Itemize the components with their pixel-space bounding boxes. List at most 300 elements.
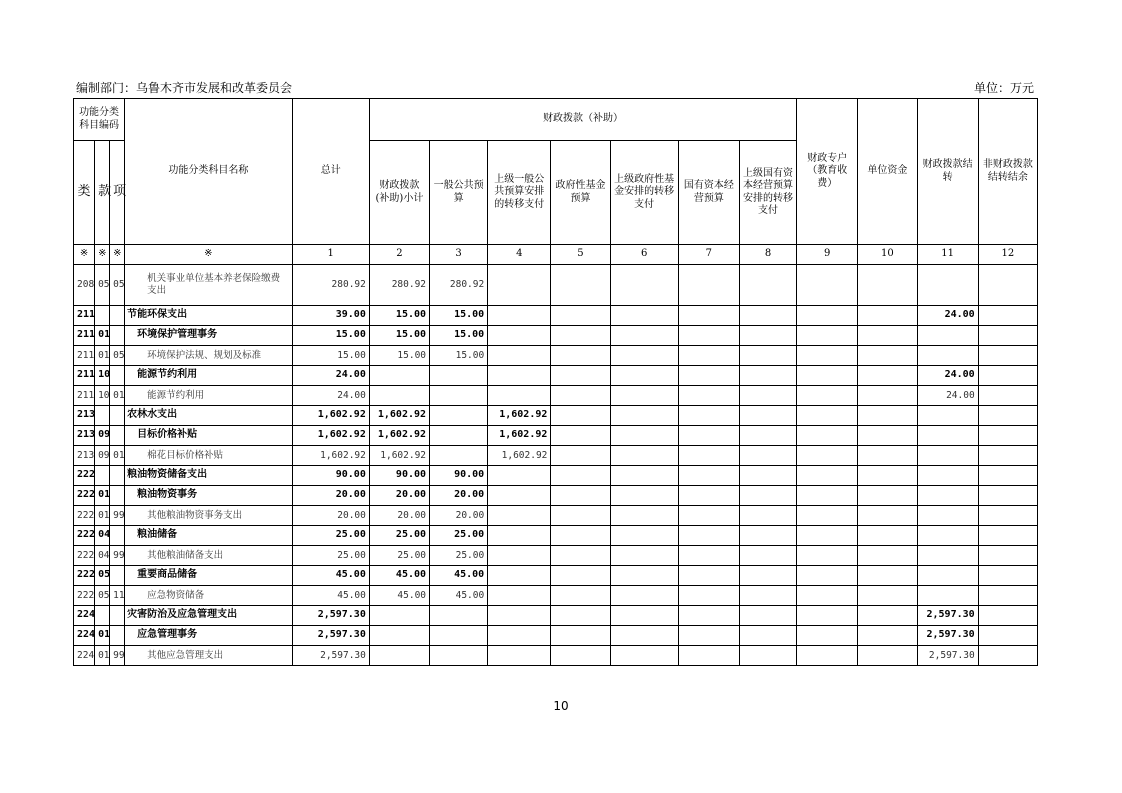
item-name: 粮油物资储备支出	[125, 466, 293, 486]
value-cell-col-9	[797, 346, 858, 366]
code-xiang	[110, 626, 125, 646]
marker-number: 5	[551, 245, 610, 265]
value-cell-col-2: 45.00	[369, 566, 429, 586]
value-cell-col-4	[488, 306, 551, 326]
value-cell-col-8	[739, 526, 796, 546]
code-lei: 222	[74, 546, 95, 566]
table-row	[74, 326, 1038, 346]
value-cell-col-1: 15.00	[292, 326, 369, 346]
header-col-4: 上级一般公共预算安排的转移支付	[488, 141, 551, 245]
value-cell-col-7	[678, 606, 739, 626]
value-cell-col-7	[678, 526, 739, 546]
value-cell-col-11: 2,597.30	[917, 626, 978, 646]
value-cell-col-6	[610, 646, 678, 666]
value-cell-col-8	[739, 486, 796, 506]
marker-number: 10	[858, 245, 917, 265]
value-cell-col-5	[551, 626, 610, 646]
value-cell-col-8	[739, 586, 796, 606]
header-xiang: 项	[110, 141, 125, 245]
code-xiang	[110, 566, 125, 586]
value-cell-col-10	[858, 326, 917, 346]
table-row	[74, 386, 1038, 406]
code-xiang: 01	[110, 386, 125, 406]
value-cell-col-5	[551, 326, 610, 346]
table-row	[74, 446, 1038, 466]
value-cell-col-9	[797, 426, 858, 446]
value-cell-col-2: 15.00	[369, 346, 429, 366]
value-cell-col-7	[678, 646, 739, 666]
value-cell-col-10	[858, 406, 917, 426]
value-cell-col-2: 90.00	[369, 466, 429, 486]
code-lei: 222	[74, 586, 95, 606]
table-row	[74, 566, 1038, 586]
value-cell-col-4	[488, 326, 551, 346]
code-lei: 211	[74, 306, 95, 326]
value-cell-col-1: 2,597.30	[292, 606, 369, 626]
code-lei: 213	[74, 426, 95, 446]
value-cell-col-1: 45.00	[292, 566, 369, 586]
value-cell-col-1: 90.00	[292, 466, 369, 486]
value-cell-col-6	[610, 386, 678, 406]
value-cell-col-7	[678, 546, 739, 566]
marker-number: 11	[917, 245, 978, 265]
value-cell-col-10	[858, 366, 917, 386]
value-cell-col-6	[610, 586, 678, 606]
value-cell-col-1: 2,597.30	[292, 626, 369, 646]
value-cell-col-11	[917, 566, 978, 586]
value-cell-col-9	[797, 306, 858, 326]
code-xiang	[110, 486, 125, 506]
value-cell-col-12	[978, 306, 1037, 326]
value-cell-col-1: 1,602.92	[292, 426, 369, 446]
value-cell-col-3	[430, 406, 488, 426]
value-cell-col-7	[678, 326, 739, 346]
value-cell-col-5	[551, 526, 610, 546]
value-cell-col-8	[739, 466, 796, 486]
code-kuan: 10	[95, 386, 110, 406]
value-cell-col-7	[678, 366, 739, 386]
table-row	[74, 546, 1038, 566]
value-cell-col-8	[739, 426, 796, 446]
value-cell-col-8	[739, 606, 796, 626]
value-cell-col-2: 45.00	[369, 586, 429, 606]
marker-cell: ※	[125, 245, 293, 265]
value-cell-col-8	[739, 566, 796, 586]
code-xiang	[110, 406, 125, 426]
header-name: 功能分类科目名称	[125, 99, 293, 245]
code-xiang: 01	[110, 446, 125, 466]
value-cell-col-9	[797, 486, 858, 506]
code-kuan: 01	[95, 626, 110, 646]
value-cell-col-8	[739, 386, 796, 406]
value-cell-col-8	[739, 446, 796, 466]
value-cell-col-3: 20.00	[430, 486, 488, 506]
table-row	[74, 646, 1038, 666]
value-cell-col-6	[610, 566, 678, 586]
value-cell-col-9	[797, 526, 858, 546]
value-cell-col-10	[858, 646, 917, 666]
value-cell-col-7	[678, 626, 739, 646]
value-cell-col-2: 20.00	[369, 506, 429, 526]
value-cell-col-2	[369, 366, 429, 386]
value-cell-col-5	[551, 306, 610, 326]
value-cell-col-4	[488, 386, 551, 406]
value-cell-col-3	[430, 366, 488, 386]
marker-cell: ※	[74, 245, 95, 265]
code-kuan	[95, 406, 110, 426]
value-cell-col-7	[678, 306, 739, 326]
code-kuan: 05	[95, 566, 110, 586]
header-col-8: 上级国有资本经营预算安排的转移支付	[739, 141, 796, 245]
value-cell-col-11	[917, 466, 978, 486]
value-cell-col-3: 15.00	[430, 306, 488, 326]
value-cell-col-6	[610, 346, 678, 366]
value-cell-col-9	[797, 265, 858, 306]
code-lei: 224	[74, 626, 95, 646]
value-cell-col-11: 24.00	[917, 306, 978, 326]
value-cell-col-6	[610, 486, 678, 506]
item-name: 机关事业单位基本养老保险缴费支出	[125, 265, 293, 306]
value-cell-col-12	[978, 466, 1037, 486]
code-lei: 211	[74, 346, 95, 366]
value-cell-col-11	[917, 446, 978, 466]
value-cell-col-12	[978, 566, 1037, 586]
code-lei: 222	[74, 506, 95, 526]
item-name: 粮油物资事务	[125, 486, 293, 506]
code-lei: 213	[74, 446, 95, 466]
value-cell-col-1: 280.92	[292, 265, 369, 306]
value-cell-col-8	[739, 406, 796, 426]
value-cell-col-8	[739, 265, 796, 306]
table-row	[74, 265, 1038, 306]
value-cell-col-2	[369, 646, 429, 666]
value-cell-col-3	[430, 606, 488, 626]
value-cell-col-9	[797, 606, 858, 626]
code-kuan	[95, 306, 110, 326]
code-kuan: 01	[95, 506, 110, 526]
item-name: 棉花目标价格补贴	[125, 446, 293, 466]
item-name: 其他粮油物资事务支出	[125, 506, 293, 526]
value-cell-col-8	[739, 306, 796, 326]
value-cell-col-1: 20.00	[292, 506, 369, 526]
value-cell-col-7	[678, 426, 739, 446]
value-cell-col-10	[858, 265, 917, 306]
value-cell-col-1: 45.00	[292, 586, 369, 606]
value-cell-col-3	[430, 626, 488, 646]
value-cell-col-11: 2,597.30	[917, 606, 978, 626]
value-cell-col-9	[797, 626, 858, 646]
value-cell-col-3: 15.00	[430, 346, 488, 366]
value-cell-col-11	[917, 486, 978, 506]
value-cell-col-3: 25.00	[430, 526, 488, 546]
value-cell-col-12	[978, 646, 1037, 666]
header-col-10: 单位资金	[858, 99, 917, 245]
marker-cell: ※	[95, 245, 110, 265]
value-cell-col-10	[858, 566, 917, 586]
value-cell-col-9	[797, 546, 858, 566]
value-cell-col-5	[551, 546, 610, 566]
value-cell-col-5	[551, 486, 610, 506]
value-cell-col-3: 45.00	[430, 586, 488, 606]
value-cell-col-4	[488, 346, 551, 366]
value-cell-col-2: 20.00	[369, 486, 429, 506]
value-cell-col-10	[858, 526, 917, 546]
code-xiang	[110, 466, 125, 486]
value-cell-col-11	[917, 326, 978, 346]
item-name: 重要商品储备	[125, 566, 293, 586]
value-cell-col-2: 1,602.92	[369, 406, 429, 426]
marker-number: 7	[678, 245, 739, 265]
value-cell-col-9	[797, 386, 858, 406]
code-lei: 222	[74, 526, 95, 546]
value-cell-col-1: 1,602.92	[292, 446, 369, 466]
value-cell-col-10	[858, 586, 917, 606]
code-xiang	[110, 526, 125, 546]
value-cell-col-3	[430, 386, 488, 406]
value-cell-col-12	[978, 386, 1037, 406]
value-cell-col-5	[551, 346, 610, 366]
value-cell-col-10	[858, 506, 917, 526]
value-cell-col-6	[610, 466, 678, 486]
value-cell-col-11	[917, 265, 978, 306]
marker-cell: ※	[110, 245, 125, 265]
code-kuan: 09	[95, 446, 110, 466]
value-cell-col-5	[551, 426, 610, 446]
value-cell-col-12	[978, 626, 1037, 646]
value-cell-col-7	[678, 586, 739, 606]
value-cell-col-3: 20.00	[430, 506, 488, 526]
value-cell-col-12	[978, 326, 1037, 346]
value-cell-col-7	[678, 486, 739, 506]
budget-table	[73, 98, 1038, 666]
value-cell-col-12	[978, 546, 1037, 566]
table-row	[74, 306, 1038, 326]
code-kuan: 01	[95, 326, 110, 346]
value-cell-col-4	[488, 606, 551, 626]
value-cell-col-5	[551, 606, 610, 626]
value-cell-col-11	[917, 406, 978, 426]
value-cell-col-12	[978, 526, 1037, 546]
value-cell-col-4	[488, 566, 551, 586]
value-cell-col-12	[978, 265, 1037, 306]
value-cell-col-7	[678, 346, 739, 366]
item-name: 目标价格补贴	[125, 426, 293, 446]
value-cell-col-4: 1,602.92	[488, 426, 551, 446]
item-name: 能源节约利用	[125, 366, 293, 386]
code-lei: 211	[74, 366, 95, 386]
value-cell-col-11: 24.00	[917, 366, 978, 386]
value-cell-col-12	[978, 346, 1037, 366]
value-cell-col-2	[369, 626, 429, 646]
value-cell-col-10	[858, 426, 917, 446]
value-cell-col-6	[610, 606, 678, 626]
value-cell-col-8	[739, 326, 796, 346]
value-cell-col-9	[797, 646, 858, 666]
header-col-9: 财政专户（教育收费）	[797, 99, 858, 245]
header-col-12: 非财政拨款结转结余	[978, 99, 1037, 245]
code-kuan: 05	[95, 586, 110, 606]
item-name: 其他应急管理支出	[125, 646, 293, 666]
value-cell-col-1: 2,597.30	[292, 646, 369, 666]
code-kuan	[95, 606, 110, 626]
code-kuan: 01	[95, 346, 110, 366]
item-name: 其他粮油储备支出	[125, 546, 293, 566]
value-cell-col-8	[739, 546, 796, 566]
value-cell-col-9	[797, 566, 858, 586]
value-cell-col-10	[858, 626, 917, 646]
value-cell-col-2: 15.00	[369, 306, 429, 326]
value-cell-col-2: 1,602.92	[369, 446, 429, 466]
code-xiang	[110, 306, 125, 326]
header-code-group: 功能分类科目编码	[74, 99, 125, 141]
value-cell-col-9	[797, 366, 858, 386]
value-cell-col-10	[858, 306, 917, 326]
code-xiang	[110, 426, 125, 446]
value-cell-col-2: 1,602.92	[369, 426, 429, 446]
value-cell-col-3: 280.92	[430, 265, 488, 306]
code-xiang: 99	[110, 646, 125, 666]
code-kuan: 04	[95, 546, 110, 566]
value-cell-col-1: 39.00	[292, 306, 369, 326]
value-cell-col-4	[488, 486, 551, 506]
table-row	[74, 426, 1038, 446]
item-name: 能源节约利用	[125, 386, 293, 406]
value-cell-col-4	[488, 526, 551, 546]
header-col-5: 政府性基金预算	[551, 141, 610, 245]
header-col-2: 财政拨款(补助)小计	[369, 141, 429, 245]
marker-row	[74, 245, 1038, 265]
value-cell-col-1: 20.00	[292, 486, 369, 506]
department-label: 编制部门：乌鲁木齐市发展和改革委员会	[76, 81, 293, 95]
marker-number: 6	[610, 245, 678, 265]
code-lei: 224	[74, 606, 95, 626]
marker-number: 12	[978, 245, 1037, 265]
marker-number: 4	[488, 245, 551, 265]
value-cell-col-6	[610, 526, 678, 546]
code-xiang: 05	[110, 346, 125, 366]
value-cell-col-5	[551, 446, 610, 466]
header-kuan: 款	[95, 141, 110, 245]
value-cell-col-12	[978, 446, 1037, 466]
code-lei: 222	[74, 566, 95, 586]
value-cell-col-4	[488, 366, 551, 386]
marker-number: 3	[430, 245, 488, 265]
code-kuan: 01	[95, 486, 110, 506]
table-row	[74, 526, 1038, 546]
value-cell-col-5	[551, 646, 610, 666]
value-cell-col-10	[858, 546, 917, 566]
table-row	[74, 506, 1038, 526]
value-cell-col-8	[739, 366, 796, 386]
table-row	[74, 586, 1038, 606]
value-cell-col-3: 25.00	[430, 546, 488, 566]
code-xiang: 05	[110, 265, 125, 306]
value-cell-col-6	[610, 306, 678, 326]
table-row	[74, 486, 1038, 506]
value-cell-col-10	[858, 386, 917, 406]
code-lei: 213	[74, 406, 95, 426]
value-cell-col-10	[858, 466, 917, 486]
value-cell-col-11	[917, 586, 978, 606]
value-cell-col-9	[797, 326, 858, 346]
item-name: 粮油储备	[125, 526, 293, 546]
value-cell-col-2: 280.92	[369, 265, 429, 306]
value-cell-col-6	[610, 426, 678, 446]
value-cell-col-6	[610, 406, 678, 426]
value-cell-col-7	[678, 446, 739, 466]
value-cell-col-5	[551, 386, 610, 406]
marker-number: 1	[292, 245, 369, 265]
code-kuan: 01	[95, 646, 110, 666]
value-cell-col-9	[797, 466, 858, 486]
value-cell-col-6	[610, 506, 678, 526]
code-xiang: 11	[110, 586, 125, 606]
header-total: 总计	[292, 99, 369, 245]
item-name: 环境保护法规、规划及标准	[125, 346, 293, 366]
value-cell-col-6	[610, 366, 678, 386]
value-cell-col-3: 15.00	[430, 326, 488, 346]
value-cell-col-7	[678, 386, 739, 406]
value-cell-col-3	[430, 646, 488, 666]
value-cell-col-7	[678, 566, 739, 586]
value-cell-col-1: 25.00	[292, 526, 369, 546]
value-cell-col-7	[678, 466, 739, 486]
code-xiang: 99	[110, 506, 125, 526]
item-name: 节能环保支出	[125, 306, 293, 326]
value-cell-col-9	[797, 446, 858, 466]
marker-number: 8	[739, 245, 796, 265]
table-row	[74, 406, 1038, 426]
table-row	[74, 366, 1038, 386]
item-name: 灾害防治及应急管理支出	[125, 606, 293, 626]
value-cell-col-5	[551, 406, 610, 426]
value-cell-col-11	[917, 506, 978, 526]
value-cell-col-2	[369, 606, 429, 626]
header-col-7: 国有资本经营预算	[678, 141, 739, 245]
value-cell-col-8	[739, 626, 796, 646]
value-cell-col-4	[488, 466, 551, 486]
value-cell-col-7	[678, 506, 739, 526]
code-lei: 222	[74, 486, 95, 506]
code-xiang	[110, 606, 125, 626]
value-cell-col-12	[978, 606, 1037, 626]
value-cell-col-4	[488, 546, 551, 566]
value-cell-col-7	[678, 265, 739, 306]
value-cell-col-10	[858, 346, 917, 366]
code-xiang: 99	[110, 546, 125, 566]
value-cell-col-11	[917, 426, 978, 446]
item-name: 农林水支出	[125, 406, 293, 426]
value-cell-col-1: 1,602.92	[292, 406, 369, 426]
value-cell-col-6	[610, 326, 678, 346]
header-lei: 类	[74, 141, 95, 245]
value-cell-col-10	[858, 486, 917, 506]
value-cell-col-5	[551, 506, 610, 526]
code-lei: 211	[74, 326, 95, 346]
value-cell-col-3: 90.00	[430, 466, 488, 486]
value-cell-col-3	[430, 446, 488, 466]
value-cell-col-8	[739, 646, 796, 666]
value-cell-col-8	[739, 506, 796, 526]
value-cell-col-4	[488, 265, 551, 306]
value-cell-col-4	[488, 626, 551, 646]
value-cell-col-4	[488, 646, 551, 666]
value-cell-col-5	[551, 566, 610, 586]
code-xiang	[110, 326, 125, 346]
item-name: 应急管理事务	[125, 626, 293, 646]
marker-number: 9	[797, 245, 858, 265]
value-cell-col-12	[978, 506, 1037, 526]
